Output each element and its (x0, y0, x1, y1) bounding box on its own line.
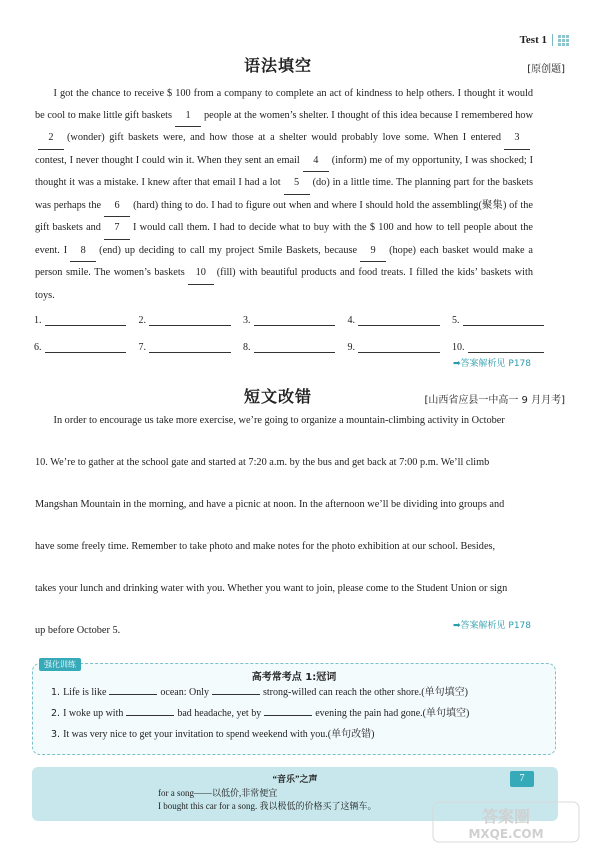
passage-segment: people at the women’s shelter. I thought of this idea because I remembered how (204, 109, 534, 121)
passage-segment: (fill) with beautiful products and food treats. I filled the kids’ baskets with toys. (35, 267, 533, 301)
blank-5: 5 (284, 172, 310, 195)
passage-segment: (hard) thing to do. I had to figure out when and where I should hold the assembling(聚集) of the gift baskets and (35, 199, 533, 233)
passage-segment: contest, I never thought I could win it. When they sent an email (35, 154, 300, 166)
correction-line: takes your lunch and drinking water with you. Whether you want to join, please come to the Student Union or sign (35, 583, 508, 594)
blank-9: 9 (360, 240, 386, 263)
blank-8: 8 (70, 240, 96, 263)
drill-badge: 强化训练 (39, 658, 81, 671)
answer-slot[interactable]: 9. (348, 339, 440, 353)
correction-passage (35, 414, 533, 638)
grammar-passage (35, 83, 533, 306)
grammar-answer-ref[interactable]: ➡答案解析见 P178 (452, 359, 531, 369)
correction-line: up before October 5. (35, 625, 121, 636)
correction-line: Mangshan Mountain in the morning, and have a picnic at noon. In the afternoon we’ll be dividing into groups and (35, 499, 505, 510)
answer-slot[interactable]: 8. (243, 339, 335, 353)
blank-4: 4 (303, 150, 329, 173)
answer-slot[interactable]: 6. (34, 339, 126, 353)
answer-slot[interactable]: 3. (243, 312, 335, 326)
blank-7: 7 (104, 217, 130, 240)
answer-lines (34, 312, 544, 353)
page-header (520, 34, 569, 46)
header-divider (552, 34, 553, 46)
watermark-logo (431, 800, 581, 844)
correction-line: 10. We’re to gather at the school gate and started at 7:20 a.m. by the bus and get back at 7:00 p.m. We’ll climb (35, 457, 490, 468)
blank-10: 10 (188, 262, 214, 285)
answer-slot[interactable]: 7. (139, 339, 231, 353)
music-title: “音乐”之声 (272, 774, 318, 784)
music-phrase: for a song——以低价,非常便宜 (158, 788, 278, 798)
drill-blank[interactable] (212, 686, 260, 695)
passage-segment: (hope) each basket would make a person smile. The women’s baskets (35, 244, 533, 278)
grammar-title: 语法填空 (244, 56, 313, 75)
answer-slot[interactable]: 1. (34, 312, 126, 326)
answer-slot[interactable]: 10. (452, 339, 544, 353)
passage-segment: (wonder) gift baskets were, and how those at a shelter would probably love some. When I entered (67, 132, 501, 143)
drill-item-2: 2. I woke up with bad headache, yet by evening the pain had gone.(单句填空) (51, 708, 470, 719)
blank-2: 2 (38, 127, 64, 150)
passage-segment: (end) up deciding to call my project Smile Baskets, because (99, 244, 358, 256)
correction-answer-ref[interactable]: ➡答案解析见 P178 (452, 621, 531, 631)
page-number: 7 (510, 771, 534, 787)
drill-title: 高考常考点 1:冠词 (251, 672, 337, 683)
passage-segment: I would call them. I had to decide what to buy with the $ 100 and how to tell people about the event. I (35, 222, 533, 256)
correction-title: 短文改错 (244, 387, 313, 406)
passage-segment: (do) in a little time. The planning part for the baskets was perhaps the (35, 177, 533, 211)
drill-item-1: 1. Life is like ocean: Only strong-willed can reach the other shore.(单句填空) (51, 687, 468, 698)
svg-text:答案圈: 答案圈 (481, 807, 531, 826)
blank-1: 1 (175, 105, 201, 128)
answer-slot[interactable]: 5. (452, 312, 544, 326)
test-label: Test 1 (519, 34, 547, 46)
drill-blank[interactable] (109, 686, 157, 695)
answer-slot[interactable]: 2. (139, 312, 231, 326)
grammar-tag: [原创题] (527, 64, 565, 75)
grid-icon (558, 35, 569, 46)
svg-text:MXQE.COM: MXQE.COM (468, 827, 544, 841)
correction-line: have some freely time. Remember to take photo and make notes for the photo exhibition at our school. Besides, (35, 541, 496, 552)
blank-6: 6 (104, 195, 130, 218)
music-example: I bought this car for a song. 我以极低的价格买了这辆车。 (158, 801, 377, 811)
watermark-logo-icon (431, 800, 581, 844)
drill-box (32, 660, 556, 755)
drill-blank[interactable] (264, 707, 312, 716)
passage-segment: (inform) me of my opportunity, I was shocked; I thought it was a mistake. I knew after that email I had a lot (35, 154, 533, 188)
drill-blank[interactable] (126, 707, 174, 716)
correction-tag: [山西省应县一中高一 9 月月考] (424, 395, 565, 406)
passage-segment: I got the chance to receive $ 100 from a company to complete an act of kindness to help others. I thought it would be cool to make little gift baskets (35, 88, 533, 121)
drill-item-3: 3. It was very nice to get your invitation to spend weekend with you.(单句改错) (51, 729, 375, 740)
correction-line: In order to encourage us take more exercise, we’re going to organize a mountain-climbing activity in October (53, 415, 505, 426)
blank-3: 3 (504, 127, 530, 150)
answer-slot[interactable]: 4. (348, 312, 440, 326)
